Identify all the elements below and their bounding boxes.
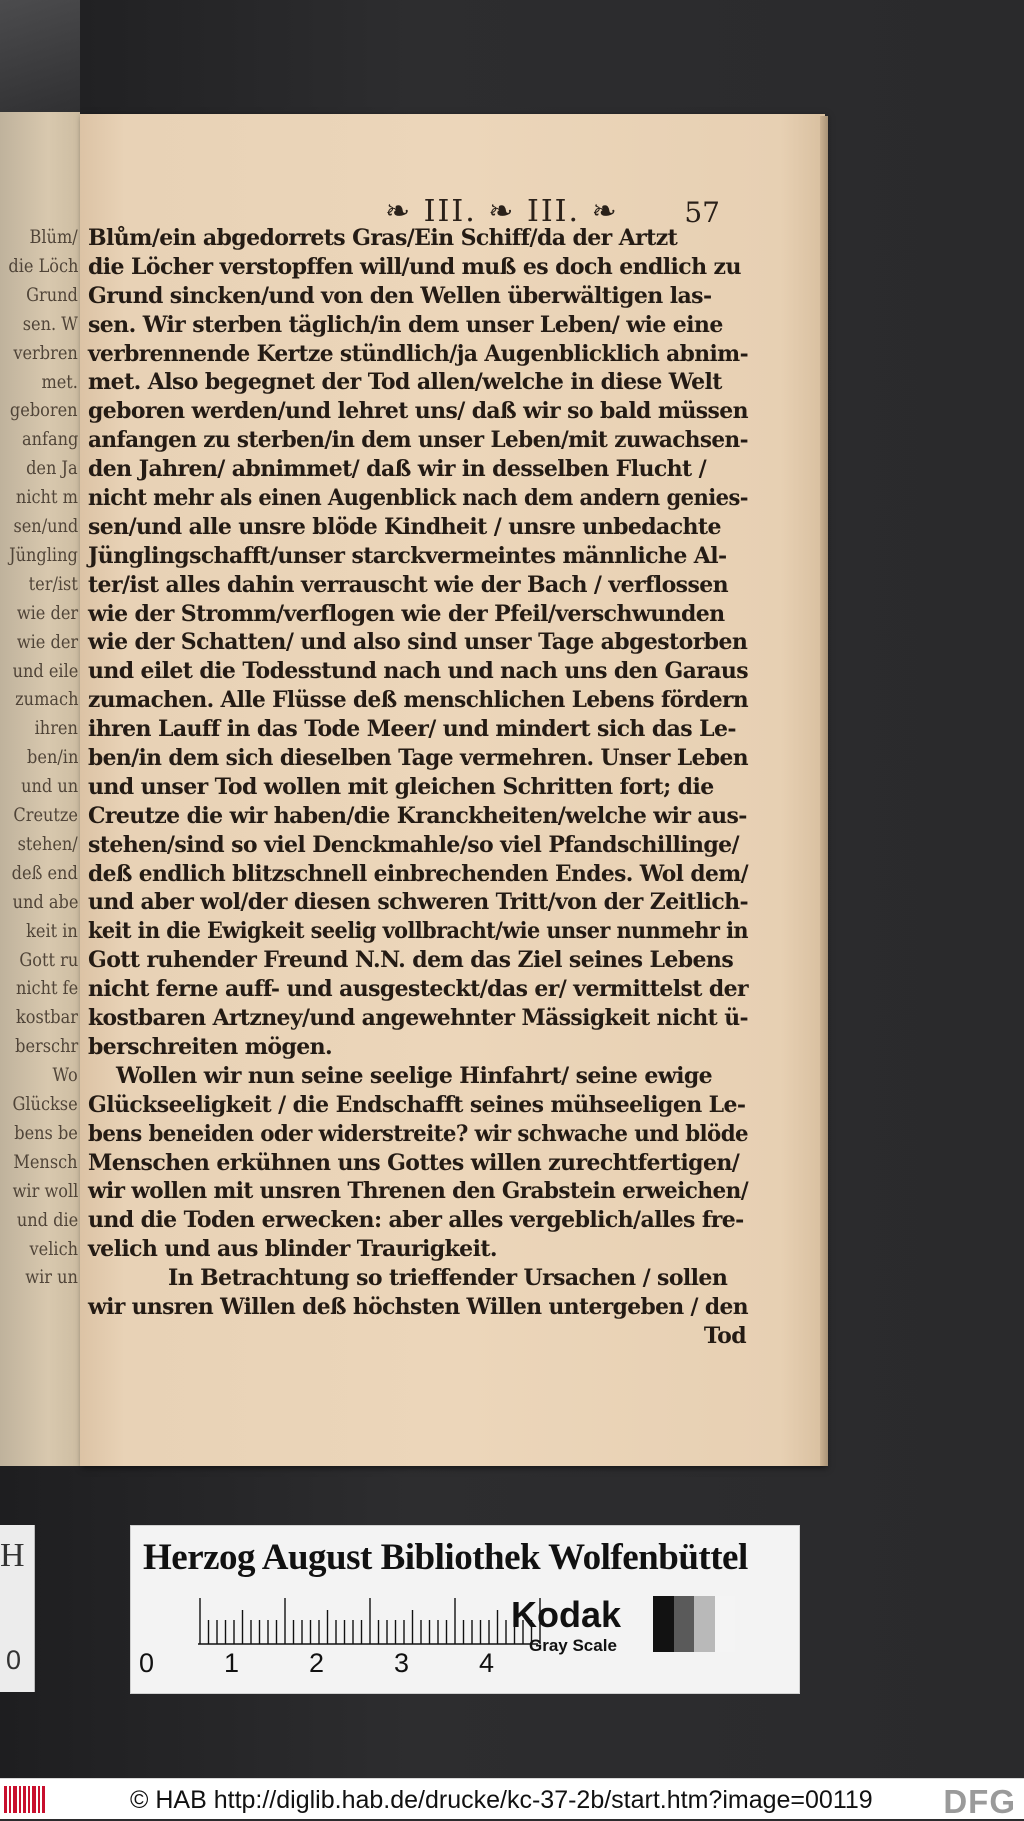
text-line-content: und aber wol/der diesen schweren Tritt/von der Zeitlich- [88,889,748,916]
text-line-content: Tod [703,1322,746,1349]
text-line [88,253,758,282]
left-page-fragment: wir woll [12,1179,78,1202]
left-page-fragment: und un [20,775,78,798]
barcode-bar [38,1786,40,1813]
text-line [88,1033,758,1062]
text-line [88,1004,758,1033]
gray-scale-patches [653,1596,735,1652]
text-line [88,1091,758,1120]
text-line-content: Jünglingschafft/unser starckvermeintes männliche Al- [88,542,727,569]
left-page-fragment: ter/ist [28,572,78,595]
left-page-fragment: berschr [14,1035,78,1058]
text-line-content: Menschen erkühnen uns Gottes willen zurechtfertigen/ [88,1149,740,1176]
text-line-content: sen. Wir sterben täglich/in dem unser Leben/ wie eine [88,311,723,338]
text-line [88,571,758,600]
text-line-content: berschreiten mögen. [88,1033,333,1060]
text-line-content: die Löcher verstopffen will/und muß es doch endlich zu [88,253,741,280]
kodak-logo: Kodak [511,1594,622,1635]
text-line [88,1149,758,1178]
left-page-fragment: Blüm/ [29,226,78,248]
text-line-content: Grund sincken/und von den Wellen überwältigen las- [88,282,712,309]
ruler-number: 3 [394,1648,410,1678]
left-page-fragment: den Ja [26,457,78,480]
text-line-content: sen/und alle unsre blöde Kindheit / unsre unbedachte [88,513,721,540]
running-head-ornament: ❧ III. ❧ III. ❧ [385,194,619,229]
ruler-number: 1 [224,1648,240,1678]
barcode-bar [23,1786,26,1813]
text-line-content: wie der Schatten/ und also sind unser Tage abgestorben [88,629,748,656]
text-line [88,1322,758,1351]
ruler-number: 2 [309,1648,325,1678]
text-line [88,311,758,340]
gray-scale-label: Gray Scale [529,1636,617,1655]
book-page [80,114,825,1466]
text-line [88,426,758,455]
text-line-content: deß endlich blitzschnell einbrechenden Endes. Wol dem/ [88,860,748,887]
left-page-fragment: deß end [11,861,78,884]
text-line-content: bens beneiden oder widerstreite? wir schwache und blöde [88,1120,748,1147]
left-page-fragment: wie der [16,601,78,624]
text-line [88,831,758,860]
text-line-content: wie der Stromm/verflogen wie der Pfeil/verschwunden [88,600,725,627]
partial-card-zero: 0 [6,1645,22,1675]
left-page-fragment: nicht fe [15,977,78,1000]
text-line [88,946,758,975]
text-line-content: nicht ferne auff- und ausgesteckt/das er/ vermittelst der [88,976,748,1003]
text-line [88,657,758,686]
text-line [88,917,758,946]
left-page-fragment: verbren [13,341,78,364]
text-line [88,1177,758,1206]
text-line [88,1264,758,1293]
left-page-fragment: ben/in [26,746,78,769]
left-page-fragment: bens be [14,1121,78,1144]
gray-patch [715,1596,736,1652]
left-page-fragment: und abe [12,890,78,913]
text-line [88,975,758,1004]
text-line-content: Blům/ein abgedorrets Gras/Ein Schiff/da der Artzt [88,225,678,251]
barcode-bar [42,1786,45,1813]
text-line [88,860,758,889]
left-page-fragment: keit in [26,919,78,942]
text-line-content: ihren Lauff in das Tode Meer/ und mindert sich das Le- [88,716,736,743]
left-page-fragment: met. [41,370,78,393]
left-page-fragment: sen. W [22,312,78,335]
text-line [88,1206,758,1235]
barcode-bar [13,1786,17,1813]
ruler-number: 0 [139,1648,155,1678]
left-page-fragment: Grund [26,283,78,306]
library-name: Herzog August Bibliothek Wolfenbüttel [143,1537,748,1578]
left-page-fragment: sen/und [13,515,78,537]
text-line [88,1120,758,1149]
text-line [88,340,758,369]
left-page-fragment: ihren [34,717,78,740]
text-line [88,368,758,397]
text-line [88,744,758,773]
barcode-bar [32,1786,36,1813]
footer-bar [0,1778,1024,1819]
text-line [88,513,758,542]
text-line-content: den Jahren/ abnimmet/ daß wir in desselben Flucht / [88,456,707,483]
text-line [88,1235,758,1264]
page-body-text [88,224,758,1351]
left-page-fragment: Jüngling [9,543,78,566]
left-page-fragment: wie der [16,630,78,653]
ruler-number: 4 [479,1648,495,1678]
text-line [88,888,758,917]
text-line [88,715,758,744]
text-line-content: met. Also begegnet der Tod allen/welche in diese Welt [88,369,722,396]
left-page-fragment: und eile [12,659,78,682]
left-page-fragment: zumach [14,688,78,711]
partial-card-letter: H [0,1537,25,1574]
left-page-fragment: velich [29,1237,78,1260]
left-page-fragment: und die [16,1208,78,1231]
text-line-content: keit in die Ewigkeit seelig vollbracht/wie unser nunmehr in [88,918,748,945]
left-page-fragment: Creutze [13,804,78,826]
left-page-corner [0,0,80,112]
barcode-bar [19,1786,21,1813]
text-line [88,686,758,715]
text-line-content: anfangen zu sterben/in dem unser Leben/mit zuwachsen- [88,427,748,454]
left-page-fragment: geboren [10,399,78,422]
text-line [88,600,758,629]
left-page-fragment: Gott ru [19,948,78,971]
left-page-fragment: Wo [52,1064,78,1087]
text-line-content: und unser Tod wollen mit gleichen Schritten fort; die [88,773,714,800]
left-page-edge [0,112,80,1466]
text-line-content: nicht mehr als einen Augenblick nach dem andern genies- [88,485,748,512]
text-line [88,282,758,311]
barcode-bar [28,1786,30,1813]
text-line-content: ter/ist alles dahin verrauscht wie der Bach / verflossen [88,571,729,598]
text-line-content: In Betrachtung so trieffender Ursachen / sollen [168,1265,728,1292]
text-line-content: geboren werden/und lehret uns/ daß wir so bald müssen [88,398,748,425]
text-line-content: Wollen wir nun seine seelige Hinfahrt/ seine ewige [116,1062,713,1089]
text-line-content: zumachen. Alle Flüsse deß menschlichen Lebens fördern [88,687,748,714]
text-line [88,224,758,253]
text-line-content: und eilet die Todesstund nach und nach uns den Garaus [88,658,748,685]
text-line [88,455,758,484]
gray-patch [674,1596,695,1652]
left-page-fragment: wir un [25,1266,78,1289]
gray-patch [653,1596,674,1652]
left-page-fragment: anfang [21,428,78,451]
text-line-content: kostbaren Artzney/und angewehnter Mässigkeit nicht ü- [88,1005,748,1032]
text-line [88,1293,758,1322]
page-edge-shadow [820,116,828,1466]
dfg-logo: DFG [943,1783,1016,1820]
color-target-card-partial [0,1525,35,1692]
color-target-card [130,1525,800,1694]
page-number: 57 [684,196,720,229]
left-page-fragment: nicht m [16,486,78,509]
text-line [88,802,758,831]
text-line [88,628,758,657]
text-line [88,484,758,513]
left-page-fragment: Glückse [12,1093,78,1115]
barcode-bar [4,1786,7,1813]
left-page-fragment: Mensch [13,1150,78,1173]
barcode-icon [4,1786,48,1813]
footer-citation-link[interactable]: © HAB http://diglib.hab.de/drucke/kc-37-2b/start.htm?image=00119 [130,1786,873,1814]
text-line-content: und die Toden erwecken: aber alles vergeblich/alles fre- [88,1207,744,1234]
text-line-content: ben/in dem sich dieselben Tage vermehren. Unser Leben [88,745,748,772]
text-line-content: Creutze die wir haben/die Kranckheiten/welche wir aus- [88,802,747,829]
gray-patch [694,1596,715,1652]
left-page-fragment: die Löch [7,254,78,277]
text-line-content: wir unsren Willen deß höchsten Willen untergeben / den [88,1293,748,1320]
left-page-fragment: kostbar [16,1006,78,1029]
text-line [88,542,758,571]
text-line-content: Gott ruhender Freund N.N. dem das Ziel seines Lebens [88,947,734,974]
barcode-bar [9,1786,11,1813]
text-line-content: wir wollen mit unsren Threnen den Grabstein erweichen/ [88,1178,748,1205]
left-page-fragment: stehen/ [17,832,78,855]
text-line [88,397,758,426]
text-line [88,773,758,802]
text-line-content: stehen/sind so viel Denckmahle/so viel Pfandschillinge/ [88,831,739,858]
text-line [88,1062,758,1091]
text-line-content: velich und aus blinder Traurigkeit. [88,1236,497,1263]
text-line-content: verbrennende Kertze stündlich/ja Augenblicklich abnim- [88,340,748,367]
text-line-content: Glückseeligkeit / die Endschafft seines mühseeligen Le- [88,1091,746,1118]
